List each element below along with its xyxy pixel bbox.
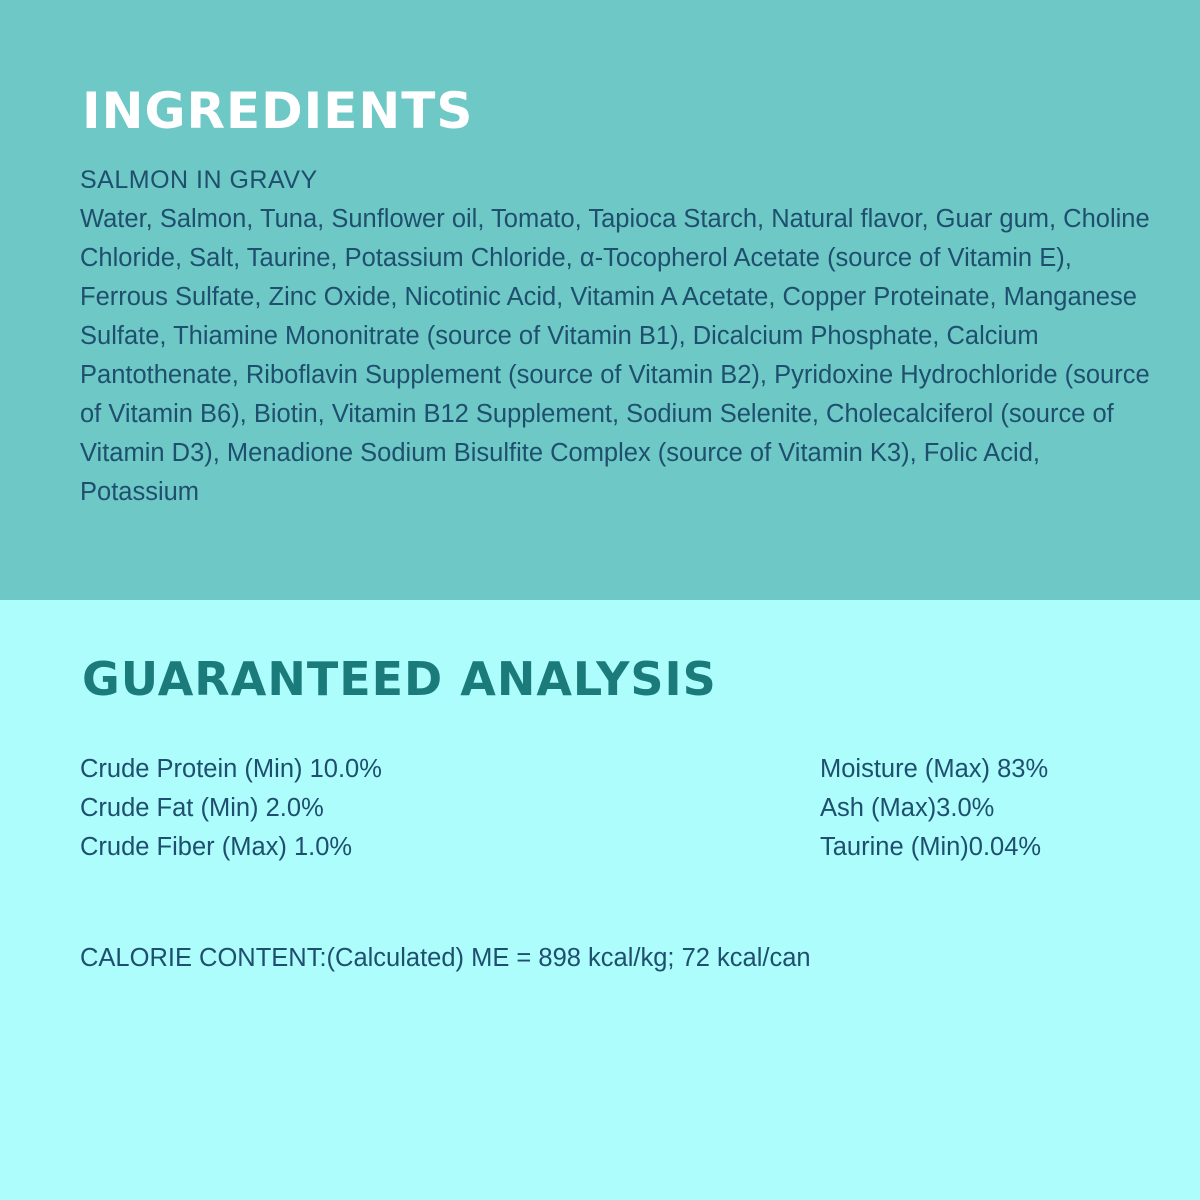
- analysis-left-column: [80, 750, 382, 867]
- analysis-heading: GUARANTEED ANALYSIS: [82, 652, 717, 706]
- calorie-content: CALORIE CONTENT:(Calculated) ME = 898 kcal/kg; 72 kcal/can: [80, 944, 811, 972]
- analysis-item-ash: Ash (Max)3.0%: [820, 794, 995, 822]
- ingredients-heading: INGREDIENTS: [82, 82, 474, 140]
- analysis-right-column: [820, 750, 1048, 867]
- product-variant-title: SALMON IN GRAVY: [80, 166, 318, 194]
- analysis-item-crude-fiber: Crude Fiber (Max) 1.0%: [80, 833, 353, 861]
- ingredients-list: Water, Salmon, Tuna, Sunflower oil, Tomato, Tapioca Starch, Natural flavor, Guar gum, Choline Chloride, Salt, Taurine, Potassium Chloride, α-Tocopherol Acetate (source of Vitamin E), Ferrous Sulfate, Zinc Oxide, Nicotinic Acid, Vitamin A Acetate, Copper Proteinate, Manganese Sulfate, Thiamine Mononitrate (source of Vitamin B1), Dicalcium Phosphate, Calcium Pantothenate, Riboflavin Supplement (source of Vitamin B2), Pyridoxine Hydrochloride (source of Vitamin B6), Biotin, Vitamin B12 Supplement, Sodium Selenite, Cholecalciferol (source of Vitamin D3), Menadione Sodium Bisulfite Complex (source of Vitamin K3), Folic Acid, Potassium: [80, 205, 1150, 506]
- analysis-item-taurine: Taurine (Min)0.04%: [820, 833, 1042, 861]
- analysis-item-moisture: Moisture (Max) 83%: [820, 755, 1049, 783]
- analysis-item-crude-fat: Crude Fat (Min) 2.0%: [80, 794, 324, 822]
- analysis-item-crude-protein: Crude Protein (Min) 10.0%: [80, 755, 382, 783]
